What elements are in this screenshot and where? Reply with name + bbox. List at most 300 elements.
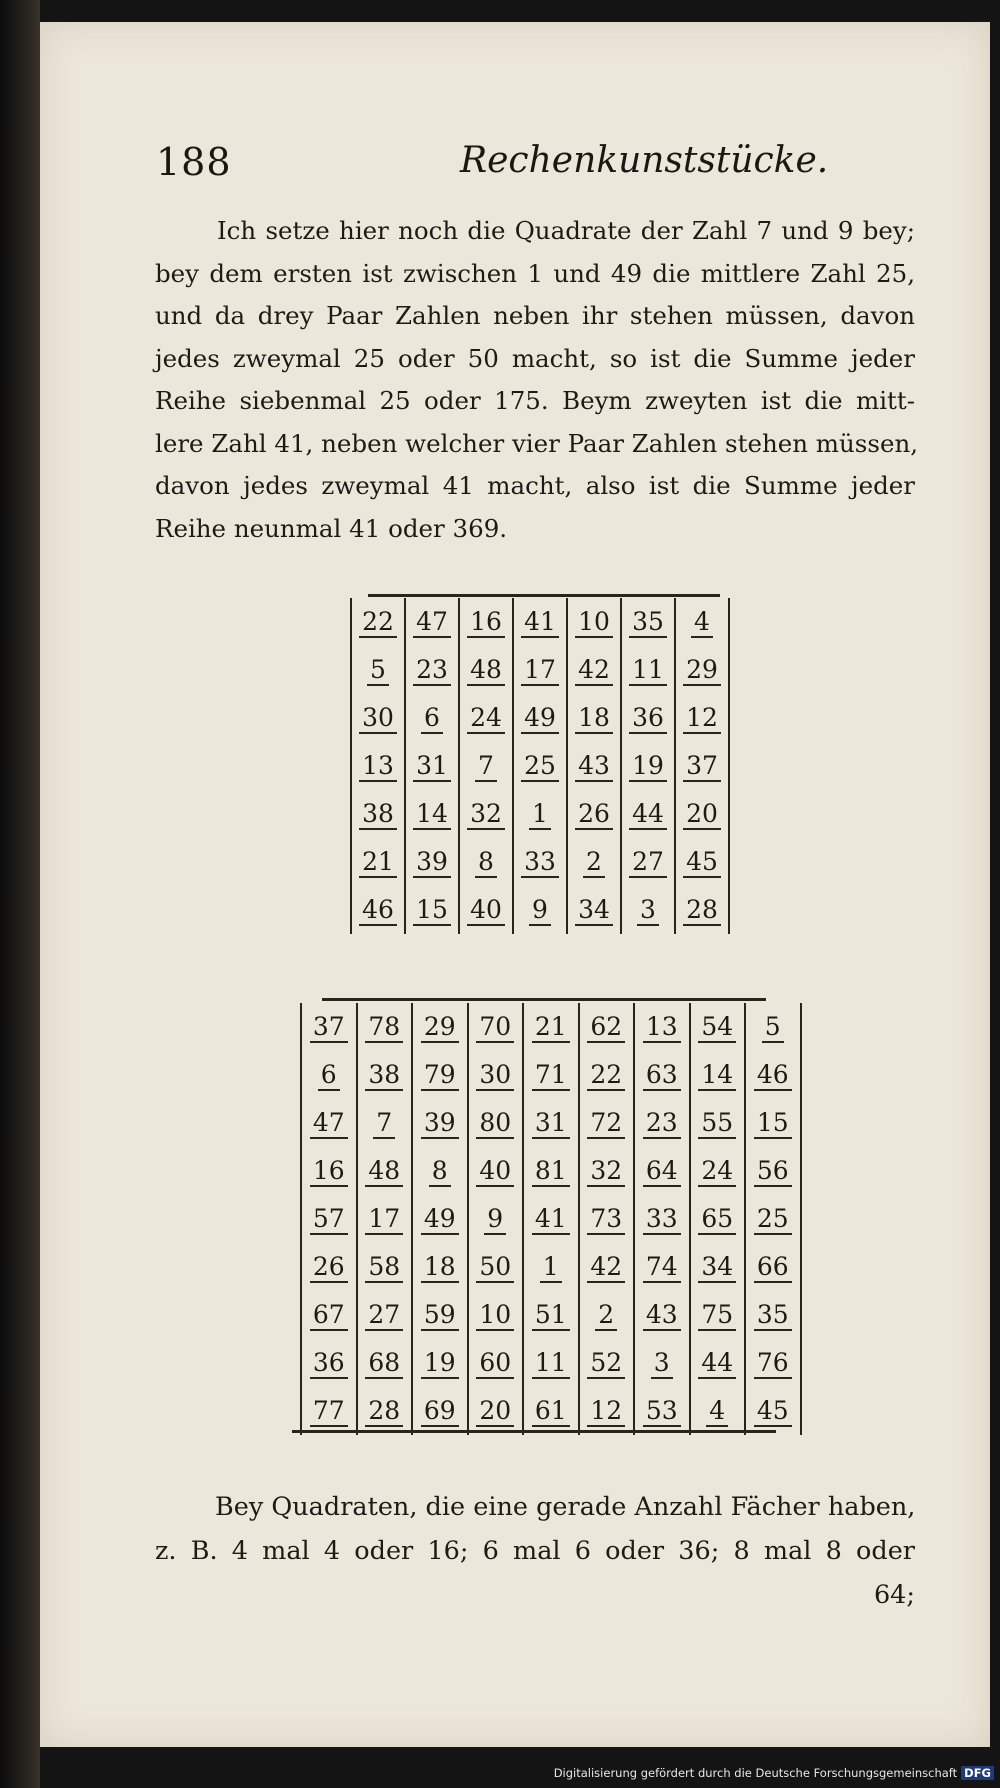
cell-number: 6: [318, 1062, 340, 1091]
square-7-cell: [675, 886, 729, 934]
text-line: Ich setze hier noch die Quadrate der Zahl 7 und 9 bey;: [217, 216, 915, 245]
cell-number: 62: [587, 1014, 625, 1043]
square-7-cell: [459, 646, 513, 694]
square-9-cell: [357, 1195, 413, 1243]
cell-number: 32: [467, 801, 505, 830]
square-9-cell: [634, 1003, 690, 1051]
cell-number: 32: [587, 1158, 625, 1187]
cell-number: 46: [359, 897, 397, 926]
square-7-cell: [351, 886, 405, 934]
cell-number: 63: [643, 1062, 681, 1091]
square-9-cell: [690, 1003, 746, 1051]
square-7-cell: [459, 694, 513, 742]
cell-number: 59: [421, 1302, 459, 1331]
cell-number: 27: [629, 849, 667, 878]
square-7-row: [351, 886, 729, 934]
cell-number: 13: [643, 1014, 681, 1043]
square-9-cell: [301, 1195, 357, 1243]
square-7-cell: [621, 598, 675, 646]
cell-number: 36: [629, 705, 667, 734]
cell-number: 23: [413, 657, 451, 686]
square-7-cell: [621, 694, 675, 742]
running-title: Rechenkunststücke.: [460, 140, 829, 181]
cell-number: 65: [698, 1206, 736, 1235]
square-9-cell: [523, 1339, 579, 1387]
cell-number: 33: [643, 1206, 681, 1235]
square-9-cell: [301, 1339, 357, 1387]
cell-number: 2: [583, 849, 605, 878]
cell-number: 78: [365, 1014, 403, 1043]
cell-number: 73: [587, 1206, 625, 1235]
square-9-cell: [357, 1291, 413, 1339]
cell-number: 4: [691, 609, 713, 638]
cell-number: 51: [532, 1302, 570, 1331]
square-9-cell: [579, 1051, 635, 1099]
cell-number: 45: [754, 1398, 792, 1427]
cell-number: 6: [421, 705, 443, 734]
cell-number: 60: [476, 1350, 514, 1379]
cell-number: 69: [421, 1398, 459, 1427]
square-7-cell: [621, 646, 675, 694]
square-9-cell: [523, 1051, 579, 1099]
cell-number: 17: [365, 1206, 403, 1235]
square-9-cell: [357, 1051, 413, 1099]
cell-number: 39: [413, 849, 451, 878]
text-line: jedes zweymal 25 oder 50 macht, so ist die Summe jeder: [155, 343, 915, 373]
square-9-cell: [523, 1243, 579, 1291]
cell-number: 41: [532, 1206, 570, 1235]
square-7-cell: [513, 694, 567, 742]
cell-number: 76: [754, 1350, 792, 1379]
square-7-cell: [351, 598, 405, 646]
square-9-cell: [745, 1243, 801, 1291]
square-9-cell: [301, 1291, 357, 1339]
square-9-cell: [579, 1195, 635, 1243]
square-7-cell: [675, 598, 729, 646]
credit-text: Digitalisierung gefördert durch die Deutsche Forschungsgemeinschaft: [553, 1766, 958, 1780]
square-9-cell: [412, 1099, 468, 1147]
square-7-cell: [513, 646, 567, 694]
square-7-cell: [513, 838, 567, 886]
magic-square-9: [300, 1003, 802, 1435]
text-line: 64;: [873, 1580, 915, 1610]
cell-number: 31: [532, 1110, 570, 1139]
square-9-cell: [357, 1339, 413, 1387]
square-9-cell: [301, 1147, 357, 1195]
square-7-cell: [459, 598, 513, 646]
cell-number: 50: [476, 1254, 514, 1283]
cell-number: 35: [629, 609, 667, 638]
cell-number: 8: [475, 849, 497, 878]
square-7-cell: [351, 646, 405, 694]
square-9-cell: [412, 1195, 468, 1243]
square-7-cell: [405, 694, 459, 742]
square-7-cell: [405, 790, 459, 838]
cell-number: 1: [529, 801, 551, 830]
cell-number: 20: [476, 1398, 514, 1427]
cell-number: 29: [683, 657, 721, 686]
square-7-cell: [459, 886, 513, 934]
cell-number: 35: [754, 1302, 792, 1331]
cell-number: 18: [575, 705, 613, 734]
square-9-cell: [690, 1339, 746, 1387]
cell-number: 8: [429, 1158, 451, 1187]
cell-number: 49: [421, 1206, 459, 1235]
cell-number: 40: [476, 1158, 514, 1187]
cell-number: 19: [421, 1350, 459, 1379]
square-9-cell: [357, 1147, 413, 1195]
cell-number: 41: [521, 609, 559, 638]
digitization-credit: [554, 1766, 994, 1780]
cell-number: 44: [698, 1350, 736, 1379]
square-9-cell: [634, 1243, 690, 1291]
square-9-cell: [468, 1099, 524, 1147]
square-9-row: [301, 1003, 801, 1051]
square-9-cell: [690, 1051, 746, 1099]
cell-number: 72: [587, 1110, 625, 1139]
square-7-cell: [675, 742, 729, 790]
square-7-cell: [351, 790, 405, 838]
square-7-cell: [675, 790, 729, 838]
cell-number: 53: [643, 1398, 681, 1427]
square-7-top-rule: [368, 594, 720, 597]
cell-number: 71: [532, 1062, 570, 1091]
square-9-cell: [412, 1387, 468, 1435]
square-7-cell: [405, 598, 459, 646]
cell-number: 36: [310, 1350, 348, 1379]
square-7-cell: [675, 646, 729, 694]
square-7-cell: [621, 886, 675, 934]
square-7-cell: [513, 790, 567, 838]
cell-number: 14: [413, 801, 451, 830]
square-9-cell: [745, 1387, 801, 1435]
square-9-cell: [579, 1339, 635, 1387]
square-7-cell: [675, 838, 729, 886]
square-9-cell: [523, 1387, 579, 1435]
square-9-cell: [745, 1291, 801, 1339]
square-9-cell: [745, 1339, 801, 1387]
square-9-cell: [357, 1099, 413, 1147]
square-9-row: [301, 1339, 801, 1387]
square-9-row: [301, 1387, 801, 1435]
cell-number: 42: [575, 657, 613, 686]
square-9-cell: [579, 1003, 635, 1051]
text-line: bey dem ersten ist zwischen 1 und 49 die mittlere Zahl 25,: [155, 258, 915, 288]
square-9-cell: [690, 1387, 746, 1435]
cell-number: 21: [532, 1014, 570, 1043]
cell-number: 25: [754, 1206, 792, 1235]
square-9-cell: [523, 1099, 579, 1147]
cell-number: 16: [310, 1158, 348, 1187]
square-9-cell: [301, 1003, 357, 1051]
square-9-cell: [690, 1099, 746, 1147]
cell-number: 30: [476, 1062, 514, 1091]
cell-number: 5: [762, 1014, 784, 1043]
text-line: und da drey Paar Zahlen neben ihr stehen müssen, davon: [155, 301, 915, 330]
cell-number: 19: [629, 753, 667, 782]
cell-number: 39: [421, 1110, 459, 1139]
square-9-cell: [412, 1339, 468, 1387]
cell-number: 3: [637, 897, 659, 926]
cell-number: 23: [643, 1110, 681, 1139]
square-7-cell: [405, 646, 459, 694]
square-7-row: [351, 838, 729, 886]
cell-number: 22: [359, 609, 397, 638]
square-9-cell: [634, 1051, 690, 1099]
square-7-row: [351, 694, 729, 742]
cell-number: 10: [575, 609, 613, 638]
cell-number: 43: [643, 1302, 681, 1331]
cell-number: 54: [698, 1014, 736, 1043]
page-number: 188: [156, 140, 232, 184]
cell-number: 26: [310, 1254, 348, 1283]
cell-number: 20: [683, 801, 721, 830]
square-7-row: [351, 742, 729, 790]
cell-number: 12: [683, 705, 721, 734]
cell-number: 7: [373, 1110, 395, 1139]
text-line: Bey Quadraten, die eine gerade Anzahl Fächer haben,: [215, 1492, 916, 1522]
cell-number: 45: [683, 849, 721, 878]
square-7-cell: [675, 694, 729, 742]
square-7-cell: [513, 742, 567, 790]
square-9-cell: [634, 1195, 690, 1243]
square-9-cell: [634, 1339, 690, 1387]
text-line: Reihe neunmal 41 oder 369.: [155, 513, 508, 543]
square-7-cell: [567, 838, 621, 886]
magic-square-7: [350, 598, 730, 934]
square-9-cell: [634, 1387, 690, 1435]
cell-number: 52: [587, 1350, 625, 1379]
cell-number: 56: [754, 1158, 792, 1187]
square-7-row: [351, 790, 729, 838]
square-9-cell: [301, 1243, 357, 1291]
cell-number: 44: [629, 801, 667, 830]
cell-number: 70: [476, 1014, 514, 1043]
cell-number: 2: [595, 1302, 617, 1331]
text-line: z. B. 4 mal 4 oder 16; 6 mal 6 oder 36; 8 mal 8 oder: [155, 1536, 915, 1566]
square-7-cell: [621, 838, 675, 886]
text-line: davon jedes zweymal 41 macht, also ist die Summe jeder: [155, 471, 915, 500]
square-9-row: [301, 1147, 801, 1195]
square-9-row: [301, 1051, 801, 1099]
square-7-cell: [459, 742, 513, 790]
square-9-cell: [468, 1291, 524, 1339]
square-9-cell: [579, 1387, 635, 1435]
cell-number: 22: [587, 1062, 625, 1091]
cell-number: 7: [475, 753, 497, 782]
square-7-cell: [405, 886, 459, 934]
cell-number: 30: [359, 705, 397, 734]
cell-number: 49: [521, 705, 559, 734]
square-7-row: [351, 598, 729, 646]
cell-number: 11: [532, 1350, 570, 1379]
square-7-cell: [459, 838, 513, 886]
square-7-cell: [567, 790, 621, 838]
cell-number: 11: [629, 657, 667, 686]
cell-number: 24: [467, 705, 505, 734]
cell-number: 81: [532, 1158, 570, 1187]
cell-number: 64: [643, 1158, 681, 1187]
paragraph-even-squares: [155, 1485, 915, 1617]
text-line: Reihe siebenmal 25 oder 175. Beym zweyten ist die mitt-: [155, 386, 915, 415]
cell-number: 38: [365, 1062, 403, 1091]
square-9-cell: [579, 1099, 635, 1147]
cell-number: 61: [532, 1398, 570, 1427]
dfg-logo: DFG: [961, 1766, 994, 1780]
square-9-cell: [523, 1003, 579, 1051]
cell-number: 37: [683, 753, 721, 782]
cell-number: 43: [575, 753, 613, 782]
square-9-row: [301, 1291, 801, 1339]
square-9-cell: [634, 1147, 690, 1195]
square-7-cell: [459, 790, 513, 838]
cell-number: 55: [698, 1110, 736, 1139]
cell-number: 46: [754, 1062, 792, 1091]
cell-number: 28: [683, 897, 721, 926]
cell-number: 9: [529, 897, 551, 926]
cell-number: 74: [643, 1254, 681, 1283]
page-header: [112, 140, 920, 190]
square-7-cell: [567, 886, 621, 934]
square-7-cell: [405, 838, 459, 886]
square-9-cell: [301, 1099, 357, 1147]
square-9-cell: [690, 1147, 746, 1195]
square-9-cell: [523, 1291, 579, 1339]
cell-number: 10: [476, 1302, 514, 1331]
square-9-cell: [468, 1003, 524, 1051]
square-9-cell: [690, 1291, 746, 1339]
cell-number: 25: [521, 753, 559, 782]
square-9-cell: [468, 1147, 524, 1195]
square-7-cell: [513, 598, 567, 646]
cell-number: 58: [365, 1254, 403, 1283]
cell-number: 31: [413, 753, 451, 782]
cell-number: 47: [413, 609, 451, 638]
cell-number: 16: [467, 609, 505, 638]
cell-number: 38: [359, 801, 397, 830]
square-9-row: [301, 1243, 801, 1291]
square-9-cell: [412, 1243, 468, 1291]
square-9-cell: [468, 1243, 524, 1291]
square-9-cell: [357, 1387, 413, 1435]
square-9-cell: [468, 1387, 524, 1435]
square-9-bottom-rule: [292, 1430, 776, 1433]
square-9-cell: [357, 1003, 413, 1051]
square-7-cell: [513, 886, 567, 934]
square-7-cell: [567, 598, 621, 646]
cell-number: 26: [575, 801, 613, 830]
square-7-cell: [351, 742, 405, 790]
cell-number: 37: [310, 1014, 348, 1043]
cell-number: 5: [367, 657, 389, 686]
square-9-cell: [579, 1291, 635, 1339]
square-9-cell: [634, 1291, 690, 1339]
text-line: lere Zahl 41, neben welcher vier Paar Zahlen stehen müssen,: [155, 428, 919, 458]
cell-number: 27: [365, 1302, 403, 1331]
square-9-cell: [301, 1387, 357, 1435]
cell-number: 12: [587, 1398, 625, 1427]
paragraph-magic-squares-intro: [155, 210, 919, 550]
cell-number: 17: [521, 657, 559, 686]
cell-number: 4: [706, 1398, 728, 1427]
square-9-cell: [690, 1195, 746, 1243]
cell-number: 34: [698, 1254, 736, 1283]
cell-number: 24: [698, 1158, 736, 1187]
cell-number: 33: [521, 849, 559, 878]
square-9-cell: [690, 1243, 746, 1291]
cell-number: 77: [310, 1398, 348, 1427]
cell-number: 48: [467, 657, 505, 686]
square-9-cell: [579, 1243, 635, 1291]
square-9-cell: [745, 1003, 801, 1051]
cell-number: 3: [651, 1350, 673, 1379]
square-9-row: [301, 1195, 801, 1243]
square-7-cell: [621, 790, 675, 838]
square-9-cell: [468, 1339, 524, 1387]
square-7-cell: [405, 742, 459, 790]
cell-number: 15: [754, 1110, 792, 1139]
square-9-cell: [357, 1243, 413, 1291]
square-9-cell: [468, 1051, 524, 1099]
square-9-cell: [634, 1099, 690, 1147]
cell-number: 57: [310, 1206, 348, 1235]
square-9-cell: [301, 1051, 357, 1099]
cell-number: 42: [587, 1254, 625, 1283]
square-9-cell: [745, 1195, 801, 1243]
cell-number: 18: [421, 1254, 459, 1283]
square-7-row: [351, 646, 729, 694]
square-7-cell: [567, 742, 621, 790]
square-9-row: [301, 1099, 801, 1147]
square-9-cell: [412, 1147, 468, 1195]
square-9-cell: [579, 1147, 635, 1195]
cell-number: 80: [476, 1110, 514, 1139]
cell-number: 29: [421, 1014, 459, 1043]
cell-number: 14: [698, 1062, 736, 1091]
cell-number: 28: [365, 1398, 403, 1427]
cell-number: 13: [359, 753, 397, 782]
cell-number: 47: [310, 1110, 348, 1139]
square-9-cell: [468, 1195, 524, 1243]
square-9-cell: [412, 1003, 468, 1051]
cell-number: 9: [484, 1206, 506, 1235]
cell-number: 34: [575, 897, 613, 926]
cell-number: 68: [365, 1350, 403, 1379]
square-9-cell: [523, 1195, 579, 1243]
square-9-cell: [523, 1147, 579, 1195]
cell-number: 1: [540, 1254, 562, 1283]
cell-number: 15: [413, 897, 451, 926]
cell-number: 48: [365, 1158, 403, 1187]
cell-number: 67: [310, 1302, 348, 1331]
square-7-cell: [567, 646, 621, 694]
square-7-cell: [351, 694, 405, 742]
cell-number: 75: [698, 1302, 736, 1331]
square-9-cell: [745, 1099, 801, 1147]
cell-number: 40: [467, 897, 505, 926]
square-9-top-rule: [322, 998, 766, 1001]
cell-number: 79: [421, 1062, 459, 1091]
square-9-cell: [745, 1147, 801, 1195]
square-7-cell: [567, 694, 621, 742]
square-9-cell: [745, 1051, 801, 1099]
cell-number: 21: [359, 849, 397, 878]
book-spine-shadow: [0, 0, 40, 1788]
square-7-cell: [351, 838, 405, 886]
square-9-cell: [412, 1291, 468, 1339]
square-7-cell: [621, 742, 675, 790]
square-9-cell: [412, 1051, 468, 1099]
